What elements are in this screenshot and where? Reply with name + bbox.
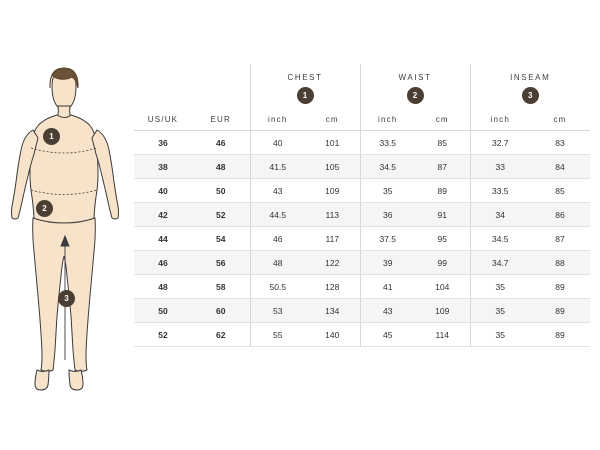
cell-waist-cm: 85 [415, 131, 470, 155]
cell-waist-cm: 109 [415, 299, 470, 323]
cell-waist-cm: 95 [415, 227, 470, 251]
size-chart-table [134, 64, 590, 347]
table-row [134, 131, 590, 155]
cell-chest-cm: 140 [305, 323, 360, 347]
cell-waist-cm: 91 [415, 203, 470, 227]
cell-inseam-inch: 34.5 [470, 227, 530, 251]
marker-cell-inseam [470, 82, 590, 108]
column-header-usuk: US/UK [134, 108, 192, 131]
marker-empty-1 [134, 82, 192, 108]
cell-usuk: 50 [134, 299, 192, 323]
cell-inseam-inch: 35 [470, 275, 530, 299]
table-row [134, 203, 590, 227]
body-illustration-svg [0, 60, 130, 450]
marker-cell-waist [360, 82, 470, 108]
column-header-inseam-cm: cm [530, 108, 590, 131]
column-header-chest-cm: cm [305, 108, 360, 131]
group-inseam: INSEAM [470, 64, 590, 82]
cell-chest-inch: 53 [250, 299, 305, 323]
group-empty-2 [192, 64, 250, 82]
cell-usuk: 36 [134, 131, 192, 155]
cell-chest-cm: 109 [305, 179, 360, 203]
cell-usuk: 46 [134, 251, 192, 275]
cell-inseam-cm: 85 [530, 179, 590, 203]
cell-chest-cm: 101 [305, 131, 360, 155]
cell-usuk: 42 [134, 203, 192, 227]
cell-inseam-inch: 35 [470, 323, 530, 347]
cell-inseam-inch: 32.7 [470, 131, 530, 155]
cell-eur: 58 [192, 275, 250, 299]
marker-chest: 1 [43, 128, 60, 145]
marker-cell-chest [250, 82, 360, 108]
group-header-row [134, 64, 590, 82]
cell-chest-cm: 113 [305, 203, 360, 227]
cell-usuk: 38 [134, 155, 192, 179]
cell-inseam-inch: 34.7 [470, 251, 530, 275]
cell-usuk: 52 [134, 323, 192, 347]
foot-right [69, 370, 83, 390]
cell-waist-cm: 104 [415, 275, 470, 299]
table-row [134, 155, 590, 179]
cell-chest-inch: 43 [250, 179, 305, 203]
cell-chest-cm: 117 [305, 227, 360, 251]
cell-eur: 60 [192, 299, 250, 323]
cell-inseam-inch: 34 [470, 203, 530, 227]
cell-eur: 62 [192, 323, 250, 347]
cell-waist-inch: 33.5 [360, 131, 415, 155]
cell-chest-inch: 55 [250, 323, 305, 347]
cell-chest-cm: 122 [305, 251, 360, 275]
cell-waist-cm: 114 [415, 323, 470, 347]
cell-inseam-inch: 35 [470, 299, 530, 323]
table-row [134, 299, 590, 323]
cell-inseam-cm: 88 [530, 251, 590, 275]
column-header-chest-inch: inch [250, 108, 305, 131]
column-header-waist-cm: cm [415, 108, 470, 131]
column-header-inseam-inch: inch [470, 108, 530, 131]
cell-usuk: 44 [134, 227, 192, 251]
cell-eur: 46 [192, 131, 250, 155]
cell-waist-cm: 99 [415, 251, 470, 275]
cell-inseam-cm: 84 [530, 155, 590, 179]
cell-inseam-cm: 87 [530, 227, 590, 251]
cell-usuk: 48 [134, 275, 192, 299]
group-marker-row [134, 82, 590, 108]
size-chart-table-wrapper [134, 64, 590, 347]
cell-eur: 56 [192, 251, 250, 275]
cell-eur: 52 [192, 203, 250, 227]
cell-chest-inch: 44.5 [250, 203, 305, 227]
cell-chest-cm: 128 [305, 275, 360, 299]
cell-waist-inch: 41 [360, 275, 415, 299]
marker-waist: 2 [36, 200, 53, 217]
column-header-row [134, 108, 590, 131]
cell-chest-cm: 134 [305, 299, 360, 323]
cell-chest-inch: 50.5 [250, 275, 305, 299]
cell-chest-inch: 46 [250, 227, 305, 251]
marker-empty-2 [192, 82, 250, 108]
cell-eur: 48 [192, 155, 250, 179]
marker-badge-chest: 1 [297, 87, 314, 104]
marker-badge-waist: 2 [407, 87, 424, 104]
table-row [134, 275, 590, 299]
cell-inseam-cm: 86 [530, 203, 590, 227]
group-empty-1 [134, 64, 192, 82]
cell-inseam-cm: 89 [530, 275, 590, 299]
cell-chest-cm: 105 [305, 155, 360, 179]
cell-waist-cm: 87 [415, 155, 470, 179]
cell-inseam-inch: 33.5 [470, 179, 530, 203]
cell-waist-inch: 39 [360, 251, 415, 275]
cell-waist-inch: 35 [360, 179, 415, 203]
table-row [134, 227, 590, 251]
cell-waist-cm: 89 [415, 179, 470, 203]
body-illustration [0, 60, 130, 450]
group-waist: WAIST [360, 64, 470, 82]
cell-chest-inch: 48 [250, 251, 305, 275]
cell-waist-inch: 34.5 [360, 155, 415, 179]
marker-badge-inseam: 3 [522, 87, 539, 104]
group-chest: CHEST [250, 64, 360, 82]
cell-waist-inch: 36 [360, 203, 415, 227]
column-header-eur: EUR [192, 108, 250, 131]
foot-left [35, 370, 49, 390]
marker-inseam: 3 [58, 290, 75, 307]
cell-eur: 54 [192, 227, 250, 251]
column-header-waist-inch: inch [360, 108, 415, 131]
cell-usuk: 40 [134, 179, 192, 203]
cell-chest-inch: 40 [250, 131, 305, 155]
cell-inseam-cm: 89 [530, 323, 590, 347]
cell-inseam-inch: 33 [470, 155, 530, 179]
table-row [134, 323, 590, 347]
cell-inseam-cm: 89 [530, 299, 590, 323]
cell-waist-inch: 37.5 [360, 227, 415, 251]
cell-chest-inch: 41.5 [250, 155, 305, 179]
table-row [134, 251, 590, 275]
cell-inseam-cm: 83 [530, 131, 590, 155]
cell-waist-inch: 45 [360, 323, 415, 347]
table-row [134, 179, 590, 203]
cell-waist-inch: 43 [360, 299, 415, 323]
cell-eur: 50 [192, 179, 250, 203]
